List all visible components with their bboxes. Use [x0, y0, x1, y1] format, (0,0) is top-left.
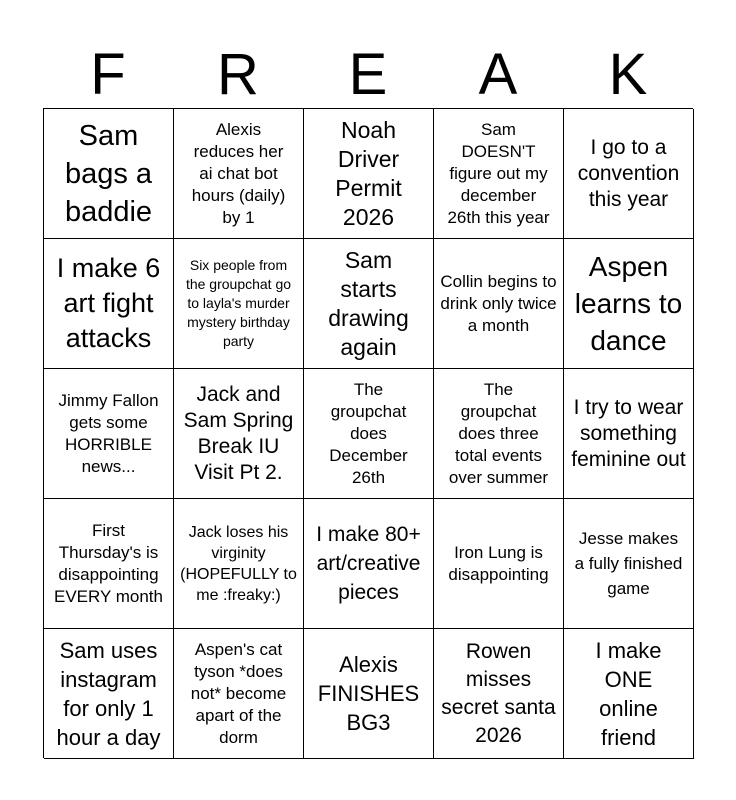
cell-text: Aspen's cat tyson *does not* become apart of the dorm	[190, 639, 287, 747]
bingo-cell-r1c1[interactable]	[44, 109, 174, 239]
bingo-cell-r4c3[interactable]	[304, 499, 434, 629]
bingo-cell-r2c1[interactable]	[44, 239, 174, 369]
header-letter-e: E	[348, 42, 388, 107]
bingo-cell-r2c5[interactable]	[564, 239, 694, 369]
cell-text: Jimmy Fallon gets some HORRIBLE news...	[58, 390, 159, 476]
cell-text: Collin begins to drink only twice a month	[440, 271, 557, 335]
bingo-cell-r1c3[interactable]	[304, 109, 434, 239]
cell-text: Sam bags a baddie	[64, 119, 153, 228]
cell-text: Alexis reduces her ai chat bot hours (daily) by 1	[191, 119, 286, 227]
cell-text: Six people from the groupchat go to layla's murder mystery birthday party	[185, 257, 292, 349]
bingo-cell-r4c5[interactable]	[564, 499, 694, 629]
bingo-cell-r5c2[interactable]	[174, 629, 304, 759]
bingo-cell-r2c4[interactable]	[434, 239, 564, 369]
cell-text: Noah Driver Permit 2026	[335, 116, 402, 230]
bingo-cell-r3c5[interactable]	[564, 369, 694, 499]
cell-text: I try to wear something feminine out	[571, 395, 686, 471]
cell-text: Aspen learns to dance	[574, 251, 683, 356]
header-letter-a: A	[478, 42, 518, 107]
bingo-cell-r5c4[interactable]	[434, 629, 564, 759]
bingo-cell-r2c3[interactable]	[304, 239, 434, 369]
cell-text: Sam DOESN'T figure out my december 26th this year	[447, 119, 550, 227]
cell-text: Iron Lung is disappointing	[448, 542, 549, 584]
cell-text: First Thursday's is disappointing EVERY month	[54, 520, 163, 606]
bingo-cell-r3c4[interactable]	[434, 369, 564, 499]
cell-text: Jack loses his virginity (HOPEFULLY to me :freaky:)	[180, 523, 297, 604]
cell-text: I make 80+ art/creative pieces	[316, 523, 421, 604]
bingo-cell-r1c2[interactable]	[174, 109, 304, 239]
bingo-cell-r1c5[interactable]	[564, 109, 694, 239]
cell-text: I make 6 art fight attacks	[56, 253, 161, 353]
header-letter-f: F	[90, 42, 126, 107]
bingo-cell-r5c5[interactable]	[564, 629, 694, 759]
bingo-cell-r1c4[interactable]	[434, 109, 564, 239]
bingo-cell-r5c1[interactable]	[44, 629, 174, 759]
cell-text: The groupchat does three total events over summer	[448, 379, 549, 487]
bingo-cell-r4c1[interactable]	[44, 499, 174, 629]
bingo-cell-r2c2[interactable]	[174, 239, 304, 369]
header-letter-k: K	[608, 42, 648, 107]
header-letter-r: R	[217, 42, 259, 107]
bingo-cell-r5c3[interactable]	[304, 629, 434, 759]
bingo-cell-r4c2[interactable]	[174, 499, 304, 629]
cell-text: Jack and Sam Spring Break IU Visit Pt 2.	[183, 382, 294, 484]
bingo-cell-r3c2[interactable]	[174, 369, 304, 499]
cell-text: Alexis FINISHES BG3	[317, 652, 420, 735]
cell-text: Jesse makes a fully finished game	[574, 529, 683, 598]
bingo-header	[43, 42, 693, 108]
bingo-cell-r3c3[interactable]	[304, 369, 434, 499]
bingo-cell-r4c4[interactable]	[434, 499, 564, 629]
cell-text: The groupchat does December 26th	[329, 379, 408, 487]
cell-text: Sam uses instagram for only 1 hour a day	[56, 637, 161, 750]
bingo-board	[43, 108, 693, 758]
cell-text: Sam starts drawing again	[328, 246, 409, 360]
cell-text: I go to a convention this year	[577, 135, 680, 211]
cell-text: Rowen misses secret santa 2026	[441, 639, 556, 747]
cell-text: I make ONE online friend	[595, 637, 662, 750]
bingo-cell-r3c1[interactable]	[44, 369, 174, 499]
